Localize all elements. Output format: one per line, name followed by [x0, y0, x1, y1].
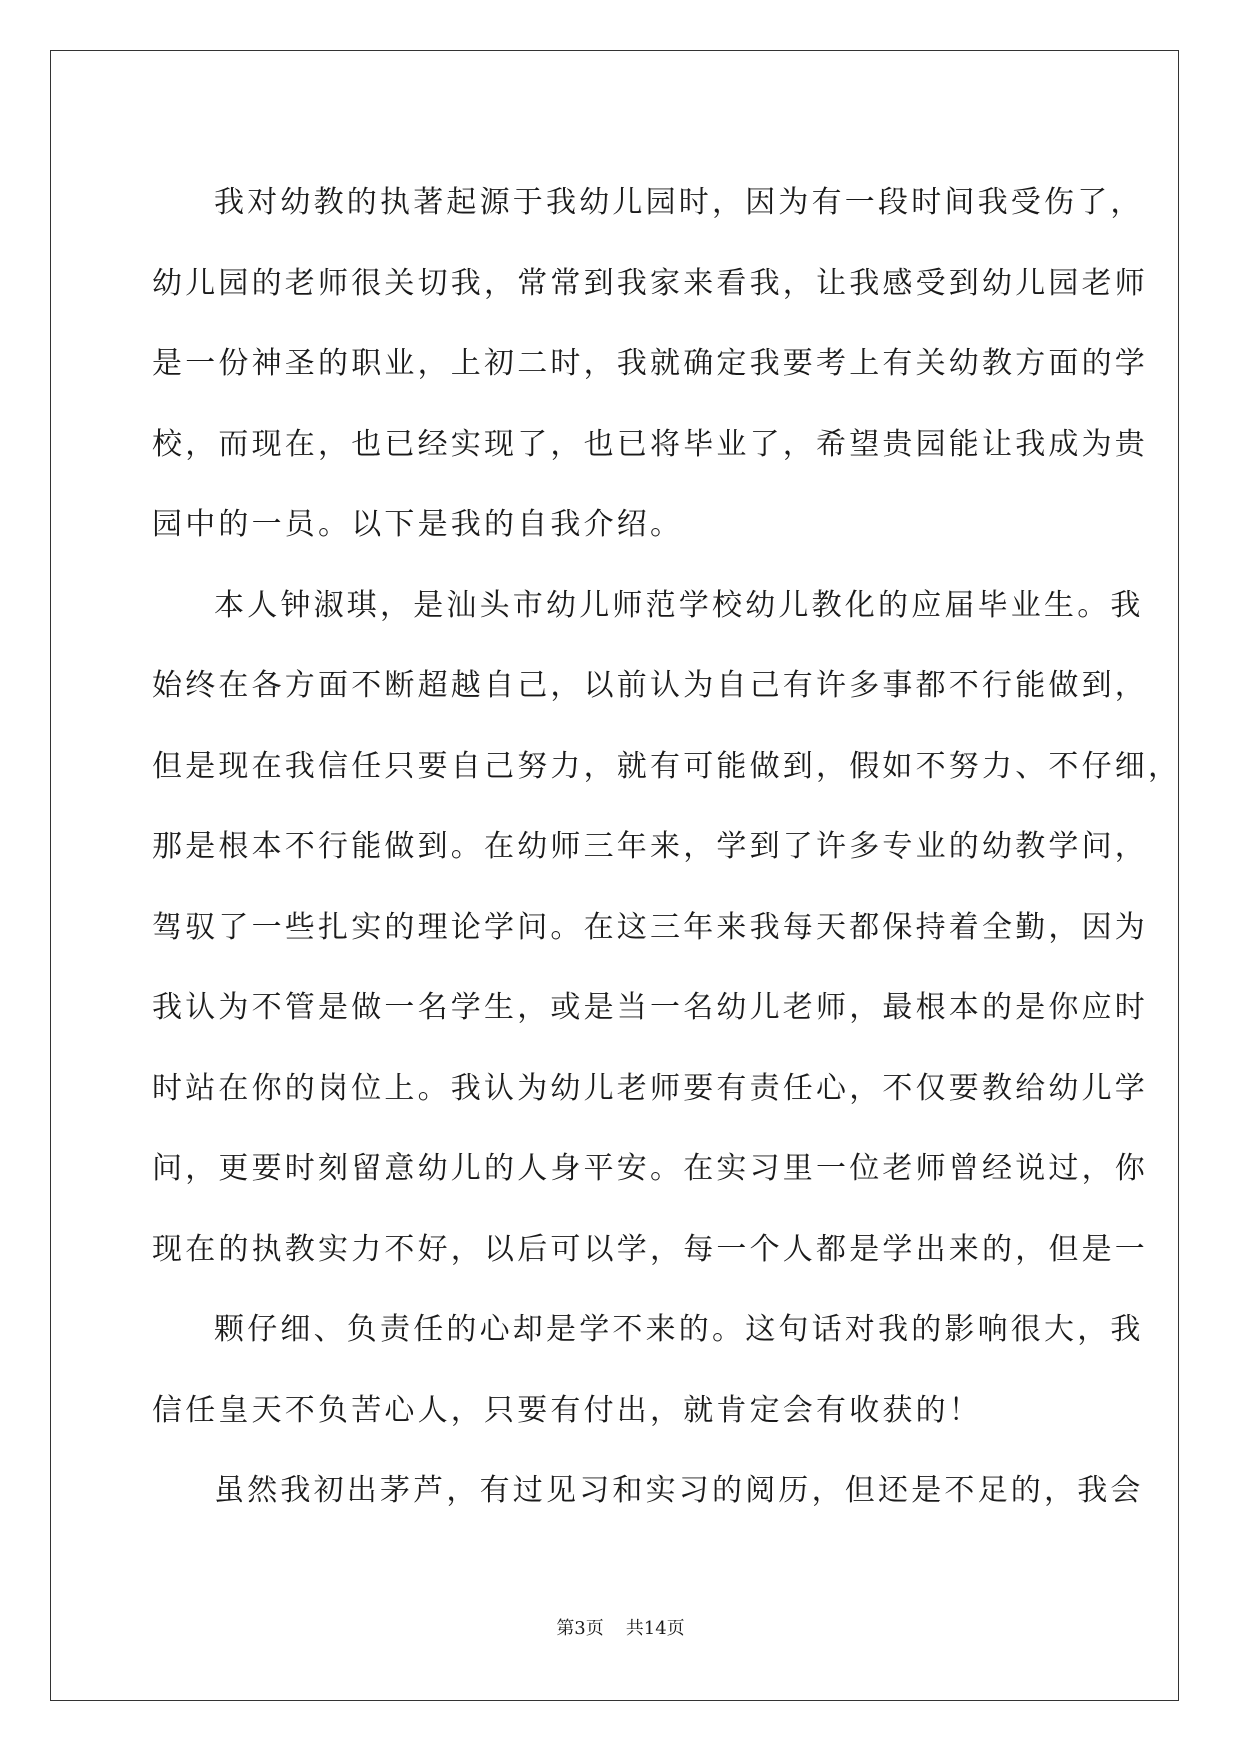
- text-line: 那是根本不行能做到。在幼师三年来，学到了许多专业的幼教学问，: [152, 829, 1148, 864]
- text-line: 始终在各方面不断超越自己，以前认为自己有许多事都不行能做到，: [152, 668, 1148, 703]
- page-total: 共14页: [625, 1618, 685, 1639]
- text-line: 虽然我初出茅芦，有过见习和实习的阅历，但还是不足的，我会: [214, 1473, 1144, 1508]
- text-line: 我认为不管是做一名学生，或是当一名幼儿老师，最根本的是你应时: [152, 990, 1148, 1025]
- text-line: 问，更要时刻留意幼儿的人身平安。在实习里一位老师曾经说过，你: [152, 1151, 1148, 1186]
- text-line: 现在的执教实力不好，以后可以学，每一个人都是学出来的，但是一: [152, 1231, 1148, 1267]
- text-line: 幼儿园的老师很关切我，常常到我家来看我，让我感受到幼儿园老师: [152, 265, 1148, 301]
- text-line: 时站在你的岗位上。我认为幼儿老师要有责任心，不仅要教给幼儿学: [152, 1070, 1148, 1106]
- text-line: 但是现在我信任只要自己努力，就有可能做到，假如不努力、不仔细，: [152, 748, 1182, 784]
- text-line: 校，而现在，也已经实现了，也已将毕业了，希望贵园能让我成为贵: [152, 426, 1148, 462]
- page-footer: [0, 1614, 1241, 1640]
- text-line: 颗仔细、负责任的心却是学不来的。这句话对我的影响很大，我: [214, 1312, 1144, 1347]
- page-number: 第3页: [556, 1618, 604, 1639]
- text-line: 园中的一员。以下是我的自我介绍。: [152, 507, 684, 542]
- text-line: 是一份神圣的职业，上初二时，我就确定我要考上有关幼教方面的学: [152, 346, 1148, 381]
- text-line: 驾驭了一些扎实的理论学问。在这三年来我每天都保持着全勤，因为: [152, 909, 1148, 945]
- document-body: [152, 163, 1182, 1532]
- text-line: 本人钟淑琪，是汕头市幼儿师范学校幼儿教化的应届毕业生。我: [214, 587, 1144, 623]
- text-line: 我对幼教的执著起源于我幼儿园时，因为有一段时间我受伤了，: [214, 185, 1144, 220]
- text-line: 信任皇天不负苦心人，只要有付出，就肯定会有收获的！: [152, 1392, 982, 1428]
